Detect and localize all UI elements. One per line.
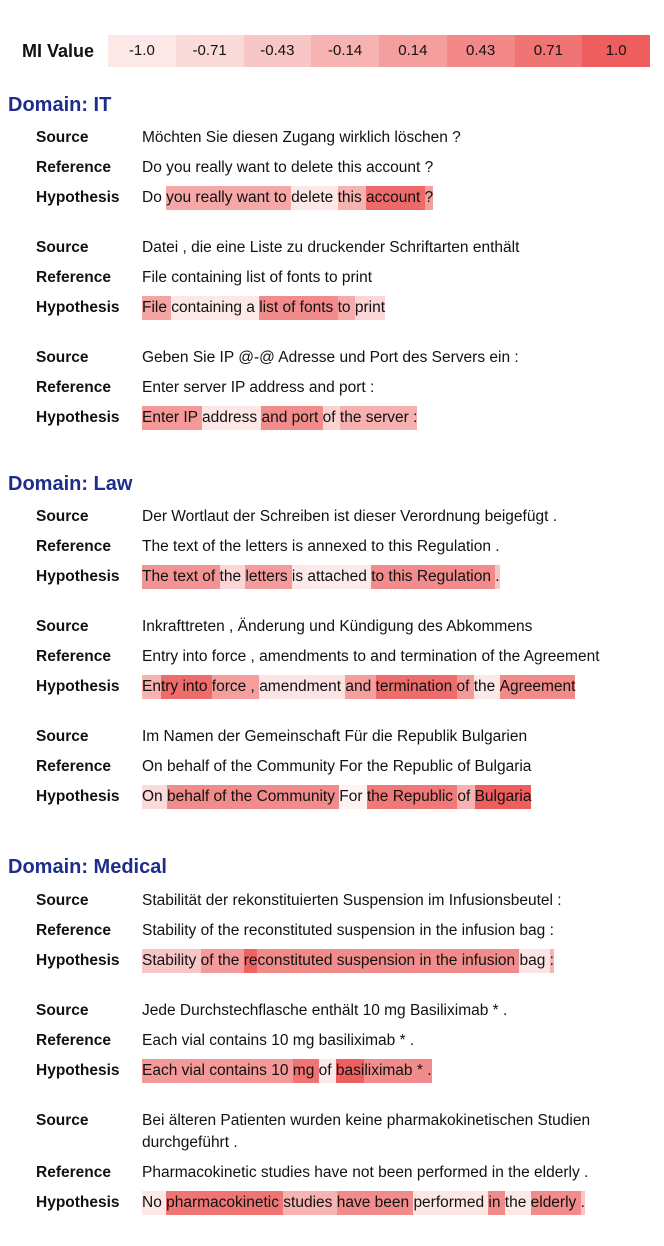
source-row [36,235,519,261]
hypothesis-token: Agreement [500,675,576,699]
hypothesis-token: studies [283,1191,336,1215]
hypothesis-label: Hypothesis [36,1062,120,1079]
hypothesis-text [142,185,433,211]
hypothesis-text [142,784,531,810]
hypothesis-token: have been [337,1191,414,1215]
hypothesis-row [36,405,417,431]
hypothesis-label: Hypothesis [36,568,120,585]
hypothesis-token: suspension in the infusion [337,949,520,973]
hypothesis-token: address [202,406,261,430]
reference-row [36,375,374,401]
hypothesis-token: to this Regulation [371,565,495,589]
reference-row [36,1028,414,1054]
reference-row [36,1160,588,1186]
hypothesis-token: list of fonts [259,296,337,320]
hypothesis-token: termination [376,675,457,699]
hypothesis-row [36,564,500,590]
reference-text: On behalf of the Community For the Republic of Bulgaria [142,758,532,775]
hypothesis-token: attached [307,565,371,589]
hypothesis-token: On [142,785,167,809]
reference-label: Reference [36,538,111,555]
hypothesis-token: letters [245,565,292,589]
hypothesis-token: For [339,785,367,809]
hypothesis-token: the [220,565,246,589]
legend-cell: 0.43 [447,35,515,67]
source-row [36,125,461,151]
source-label: Source [36,349,89,366]
hypothesis-text [142,674,575,700]
reference-label: Reference [36,1032,111,1049]
hypothesis-token: and [345,675,375,699]
hypothesis-token: basi [336,1059,364,1083]
hypothesis-label: Hypothesis [36,788,120,805]
domain-heading: Domain: Medical [8,856,167,878]
hypothesis-row [36,295,385,321]
mi-legend [22,35,650,67]
reference-label: Reference [36,159,111,176]
hypothesis-token: print [355,296,385,320]
hypothesis-token: of the [201,949,244,973]
reference-row [36,155,433,181]
hypothesis-token: The text of [142,565,220,589]
reference-row [36,754,531,780]
hypothesis-token: elderly [531,1191,581,1215]
source-label: Source [36,1002,89,1019]
source-text: Geben Sie IP @-@ Adresse und Port des Servers ein : [142,349,519,366]
domain-heading: Domain: IT [8,94,112,116]
hypothesis-row [36,784,531,810]
hypothesis-token: delete [291,186,338,210]
hypothesis-token: in [488,1191,504,1215]
source-row [36,888,562,914]
reference-label: Reference [36,379,111,396]
hypothesis-token: account [366,186,425,210]
hypothesis-token: performed [413,1191,488,1215]
reference-label: Reference [36,1164,111,1181]
source-row [36,724,527,750]
hypothesis-token: Do [142,189,167,206]
hypothesis-token: En [142,675,161,699]
hypothesis-token: Stability [142,949,201,973]
hypothesis-token: this [338,186,366,210]
source-label: Source [36,508,89,525]
hypothesis-token: . [581,1191,585,1215]
hypothesis-token: the server : [340,406,418,430]
hypothesis-token: liximab * . [364,1059,431,1083]
hypothesis-token: mg [293,1059,319,1083]
reference-text: Pharmacokinetic studies have not been performed in the elderly . [142,1164,589,1181]
source-label: Source [36,129,89,146]
hypothesis-token: re [244,949,258,973]
hypothesis-token: try into [161,675,212,699]
hypothesis-token: Bulgaria [475,785,532,809]
domain-heading: Domain: Law [8,473,133,495]
hypothesis-text [142,295,385,321]
reference-text: Entry into force , amendments to and termination of the Agreement [142,648,600,665]
hypothesis-token: Enter IP [142,406,202,430]
source-text: Jede Durchstechflasche enthält 10 mg Basiliximab * . [142,1002,508,1019]
reference-label: Reference [36,648,111,665]
reference-text: Each vial contains 10 mg basiliximab * . [142,1032,415,1049]
hypothesis-token: ? [425,186,434,210]
hypothesis-row [36,185,433,211]
hypothesis-token: is [292,565,308,589]
source-text: Im Namen der Gemeinschaft Für die Republik Bulgarien [142,728,528,745]
hypothesis-text [142,564,500,590]
hypothesis-row [36,674,575,700]
source-text: Stabilität der rekonstituierten Suspension im Infusionsbeutel : [142,892,562,909]
reference-label: Reference [36,269,111,286]
hypothesis-label: Hypothesis [36,409,120,426]
legend-cell: 1.0 [582,35,650,67]
hypothesis-token: . [495,565,499,589]
hypothesis-text [142,1190,585,1216]
hypothesis-token: No [142,1191,166,1215]
reference-row [36,918,554,944]
hypothesis-token: of [323,406,340,430]
hypothesis-token: the [474,675,500,699]
reference-text: File containing list of fonts to print [142,269,373,286]
hypothesis-row [36,1190,585,1216]
source-row [36,1108,642,1154]
source-text: Bei älteren Patienten wurden keine pharmakokinetischen Studien durchgeführt . [142,1112,591,1151]
hypothesis-token: : [550,949,554,973]
source-text: Inkrafttreten , Änderung und Kündigung des Abkommens [142,618,533,635]
source-label: Source [36,618,89,635]
source-text: Möchten Sie diesen Zugang wirklich löschen ? [142,129,461,146]
hypothesis-token: of [457,785,474,809]
hypothesis-token: of [319,1059,336,1083]
hypothesis-token: force , [212,675,259,699]
reference-row [36,644,600,670]
hypothesis-token: amendment [259,675,345,699]
source-label: Source [36,239,89,256]
hypothesis-token: pharmacokinetic [166,1191,283,1215]
hypothesis-token: containing a [171,296,259,320]
reference-text: Enter server IP address and port : [142,379,375,396]
hypothesis-row [36,1058,432,1084]
hypothesis-label: Hypothesis [36,299,120,316]
legend-cell: -0.14 [311,35,379,67]
hypothesis-row [36,948,554,974]
source-label: Source [36,892,89,909]
legend-cell: 0.14 [379,35,447,67]
reference-text: Do you really want to delete this account ? [142,159,434,176]
hypothesis-token: the Republic [367,785,457,809]
source-row [36,345,519,371]
hypothesis-token: of [457,675,474,699]
reference-label: Reference [36,922,111,939]
hypothesis-token: bag [519,949,549,973]
source-label: Source [36,1112,89,1129]
reference-row [36,534,500,560]
source-row [36,614,532,640]
hypothesis-label: Hypothesis [36,189,120,206]
hypothesis-label: Hypothesis [36,678,120,695]
hypothesis-token: the [505,1191,531,1215]
hypothesis-token: File [142,296,171,320]
legend-title: MI Value [22,40,95,61]
source-text: Datei , die eine Liste zu druckender Schriftarten enthält [142,239,520,256]
source-row [36,998,507,1024]
hypothesis-token: constituted [257,949,336,973]
source-text: Der Wortlaut der Schreiben ist dieser Verordnung beigefügt . [142,508,558,525]
legend-cell: 0.71 [515,35,583,67]
hypothesis-label: Hypothesis [36,952,120,969]
legend-cell: -0.43 [244,35,312,67]
hypothesis-text [142,948,554,974]
reference-row [36,265,372,291]
hypothesis-label: Hypothesis [36,1194,120,1211]
legend-color-bar [108,35,650,67]
hypothesis-text [142,405,417,431]
source-label: Source [36,728,89,745]
legend-cell: -0.71 [176,35,244,67]
hypothesis-token: you really want to [166,186,291,210]
legend-cell: -1.0 [108,35,176,67]
hypothesis-text [142,1058,432,1084]
reference-label: Reference [36,758,111,775]
reference-text: Stability of the reconstituted suspension in the infusion bag : [142,922,554,939]
source-row [36,504,557,530]
reference-text: The text of the letters is annexed to this Regulation . [142,538,500,555]
hypothesis-token: Each vial contains 10 [142,1059,293,1083]
hypothesis-token: and port [261,406,322,430]
hypothesis-token: to [338,296,355,320]
hypothesis-token: behalf of the Community [167,785,339,809]
